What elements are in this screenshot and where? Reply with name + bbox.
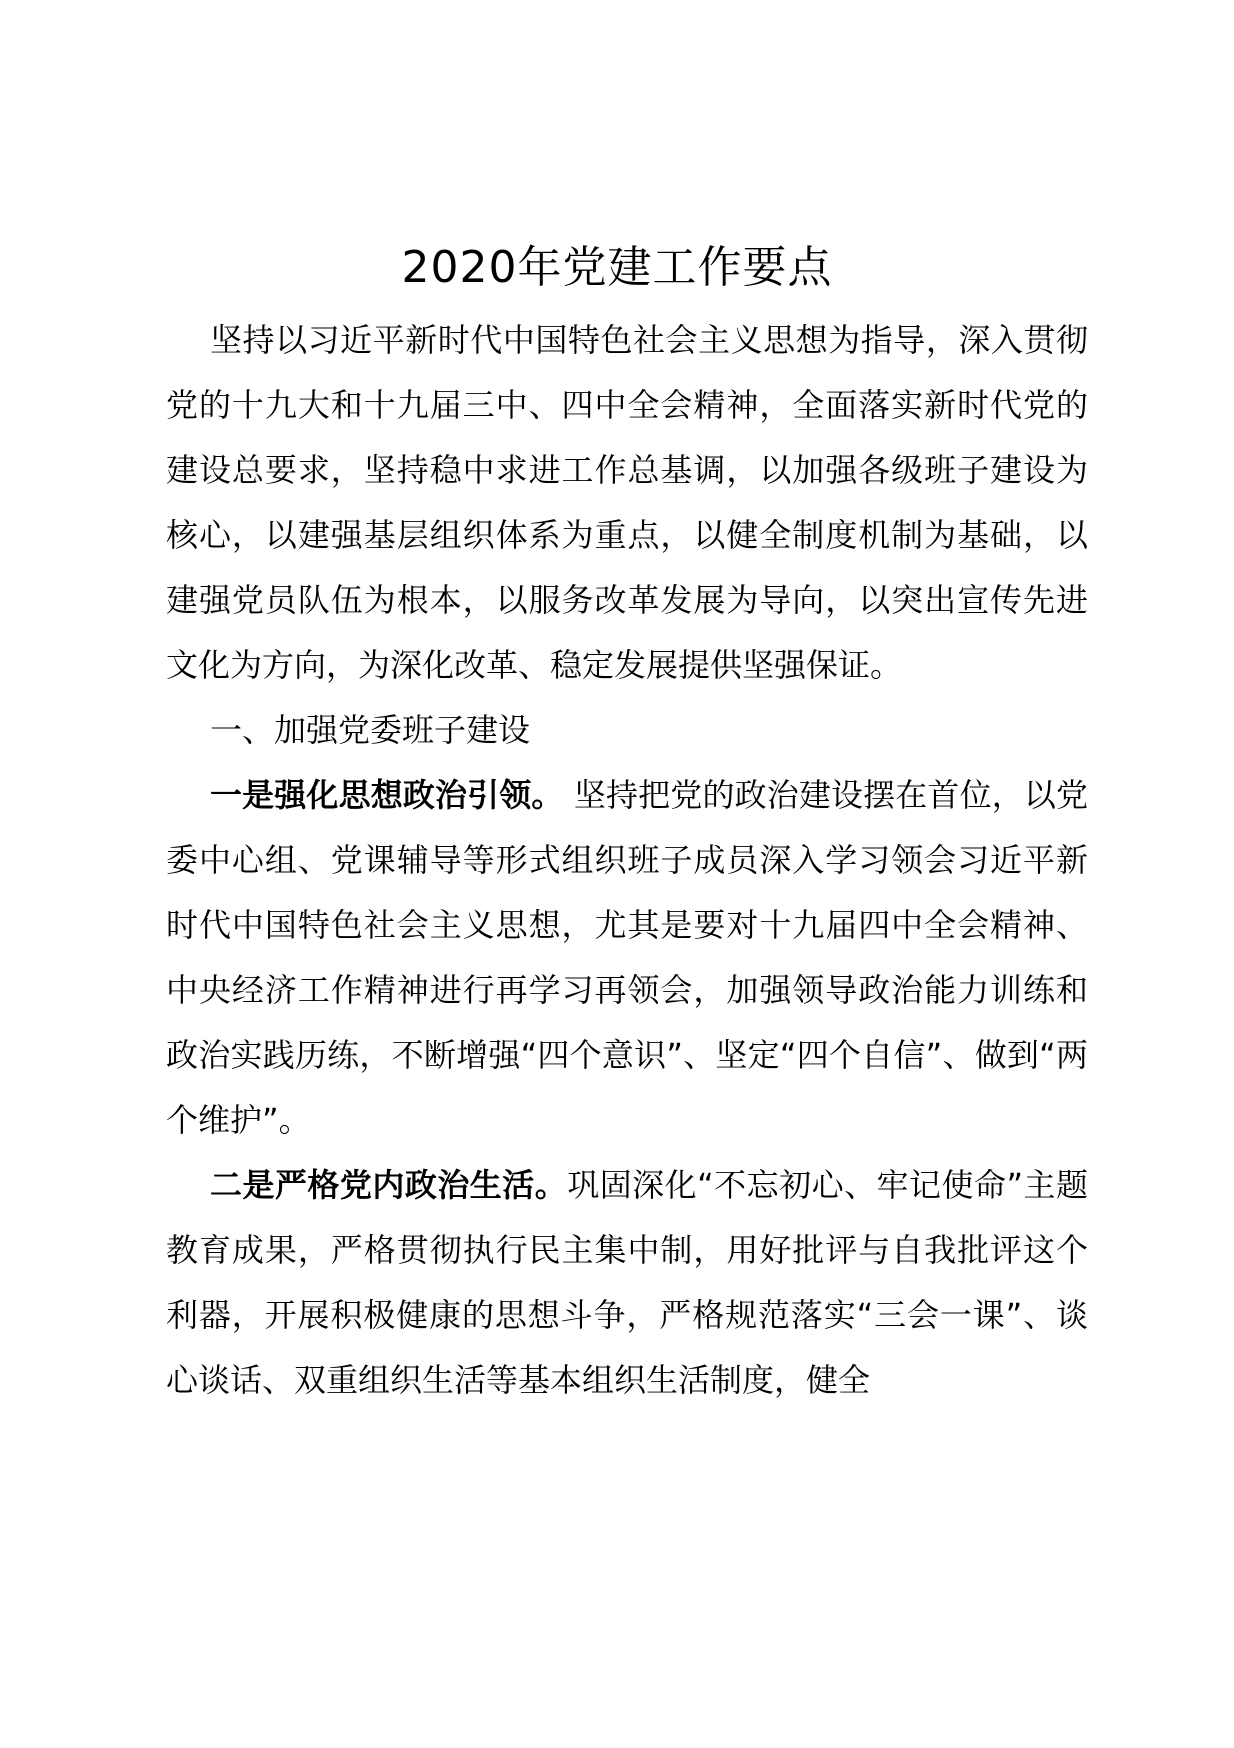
section-heading: 一、加强党委班子建设 bbox=[210, 711, 531, 749]
item-text-1: 坚持把党的政治建设摆在首位，以党委中心组、党课辅导等形式组织班子成员深入学习领会习近平新时代中国特色社会主义思想，尤其是要对十九届四中全会精神、中央经济工作精神进行再学习再领会，加强领导政治能力训练和政治实践历练，不断增强“四个意识”、坚定“四个自信”、做到“两个维护”。 bbox=[166, 776, 1088, 1139]
item-paragraph-2 bbox=[166, 1153, 1088, 1413]
item-lead-1: 一是强化思想政治引领。 bbox=[210, 776, 564, 814]
intro-paragraph: 坚持以习近平新时代中国特色社会主义思想为指导，深入贯彻党的十九大和十九届三中、四中全会精神，全面落实新时代党的建设总要求，坚持稳中求进工作总基调，以加强各级班子建设为核心，以建强基层组织体系为重点，以健全制度机制为基础，以建强党员队伍为根本，以服务改革发展为导向，以突出宣传先进文化为方向，为深化改革、稳定发展提供坚强保证。 bbox=[166, 321, 1088, 684]
document-body bbox=[166, 308, 1088, 1413]
document-title: 2020年党建工作要点 bbox=[401, 242, 833, 293]
item-text-2: 巩固深化“不忘初心、牢记使命”主题教育成果，严格贯彻执行民主集中制，用好批评与自我批评这个利器，开展积极健康的思想斗争，严格规范落实“三会一课”、谈心谈话、双重组织生活等基本组织生活制度，健全 bbox=[166, 1166, 1088, 1399]
item-paragraph-1 bbox=[166, 763, 1088, 1153]
item-lead-2: 二是严格党内政治生活。 bbox=[210, 1166, 568, 1204]
